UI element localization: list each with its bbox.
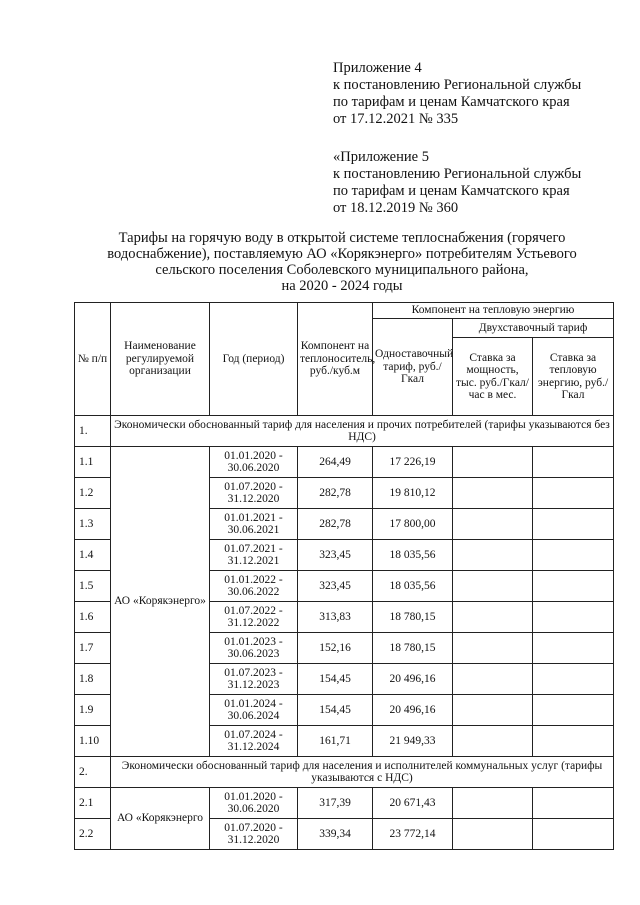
row-carrier-value: 161,71	[298, 726, 373, 757]
row-energy-rate	[533, 819, 614, 850]
row-period: 01.07.2022 - 31.12.2022	[210, 602, 298, 633]
row-period: 01.01.2020 - 30.06.2020	[210, 447, 298, 478]
row-number: 1.10	[75, 726, 111, 757]
row-period: 01.07.2021 - 31.12.2021	[210, 540, 298, 571]
title-line: водоснабжение), поставляемую АО «Корякэнерго» потребителям Устьевого	[107, 246, 577, 262]
organization-name: АО «Корякэнерго»	[111, 447, 210, 757]
header-carrier-component: Компонент на теплоноситель, руб./куб.м	[298, 303, 373, 416]
row-number: 1.5	[75, 571, 111, 602]
row-carrier-value: 264,49	[298, 447, 373, 478]
row-single-rate: 18 035,56	[373, 571, 453, 602]
row-capacity-rate	[453, 819, 533, 850]
row-single-rate: 18 035,56	[373, 540, 453, 571]
title-line: сельского поселения Соболевского муниципального района,	[155, 262, 529, 278]
row-number: 1.1	[75, 447, 111, 478]
row-energy-rate	[533, 571, 614, 602]
header-number: № п/п	[75, 303, 111, 416]
row-single-rate: 23 772,14	[373, 819, 453, 850]
header-single-rate: Одноставочный тариф, руб./Гкал	[373, 319, 453, 416]
appendix-line: по тарифам и ценам Камчатского края	[333, 183, 570, 199]
appendix-line: к постановлению Региональной службы	[333, 77, 582, 93]
row-number: 2.2	[75, 819, 111, 850]
row-capacity-rate	[453, 509, 533, 540]
table-row	[75, 788, 614, 819]
row-single-rate: 21 949,33	[373, 726, 453, 757]
appendix-reference-old	[333, 149, 581, 217]
row-single-rate: 20 496,16	[373, 664, 453, 695]
row-period: 01.01.2023 - 30.06.2023	[210, 633, 298, 664]
row-capacity-rate	[453, 788, 533, 819]
row-number: 1.2	[75, 478, 111, 509]
section-title: Экономически обоснованный тариф для населения и исполнителей коммунальных услуг (тарифы указываются с НДС)	[111, 757, 614, 788]
row-capacity-rate	[453, 571, 533, 602]
header-two-part-tariff: Двухставочный тариф	[453, 319, 614, 338]
row-capacity-rate	[453, 664, 533, 695]
row-energy-rate	[533, 447, 614, 478]
row-single-rate: 17 226,19	[373, 447, 453, 478]
row-carrier-value: 323,45	[298, 571, 373, 602]
row-carrier-value: 313,83	[298, 602, 373, 633]
row-energy-rate	[533, 788, 614, 819]
organization-name: АО «Корякэнерго	[111, 788, 210, 850]
row-carrier-value: 282,78	[298, 478, 373, 509]
row-carrier-value: 282,78	[298, 509, 373, 540]
row-number: 1.8	[75, 664, 111, 695]
row-carrier-value: 152,16	[298, 633, 373, 664]
row-capacity-rate	[453, 602, 533, 633]
row-single-rate: 18 780,15	[373, 633, 453, 664]
row-energy-rate	[533, 633, 614, 664]
section-number: 1.	[75, 416, 111, 447]
row-energy-rate	[533, 695, 614, 726]
row-number: 2.1	[75, 788, 111, 819]
header-period: Год (период)	[210, 303, 298, 416]
appendix-reference-new	[333, 60, 581, 128]
section-title: Экономически обоснованный тариф для населения и прочих потребителей (тарифы указываются без НДС)	[111, 416, 614, 447]
row-period: 01.01.2020 - 30.06.2020	[210, 788, 298, 819]
appendix-line: «Приложение 5	[333, 149, 429, 165]
row-capacity-rate	[453, 695, 533, 726]
row-capacity-rate	[453, 633, 533, 664]
appendix-line: по тарифам и ценам Камчатского края	[333, 94, 570, 110]
row-energy-rate	[533, 602, 614, 633]
row-carrier-value: 339,34	[298, 819, 373, 850]
header-capacity-rate: Ставка за мощность, тыс. руб./Гкал/час в мес.	[453, 338, 533, 416]
row-capacity-rate	[453, 478, 533, 509]
header-energy-rate: Ставка за тепловую энергию, руб./Гкал	[533, 338, 614, 416]
title-line: Тарифы на горячую воду в открытой системе теплоснабжения (горячего	[118, 230, 566, 246]
section-row	[75, 416, 614, 447]
row-single-rate: 18 780,15	[373, 602, 453, 633]
row-energy-rate	[533, 664, 614, 695]
row-single-rate: 19 810,12	[373, 478, 453, 509]
row-single-rate: 20 671,43	[373, 788, 453, 819]
row-energy-rate	[533, 726, 614, 757]
document-title	[82, 230, 602, 294]
appendix-line: к постановлению Региональной службы	[333, 166, 582, 182]
row-capacity-rate	[453, 726, 533, 757]
row-energy-rate	[533, 540, 614, 571]
section-number: 2.	[75, 757, 111, 788]
appendix-line: Приложение 4	[333, 60, 422, 76]
row-number: 1.9	[75, 695, 111, 726]
row-period: 01.07.2023 - 31.12.2023	[210, 664, 298, 695]
row-number: 1.7	[75, 633, 111, 664]
row-number: 1.4	[75, 540, 111, 571]
row-carrier-value: 154,45	[298, 664, 373, 695]
row-carrier-value: 317,39	[298, 788, 373, 819]
title-line: на 2020 - 2024 годы	[281, 278, 403, 294]
row-capacity-rate	[453, 540, 533, 571]
row-number: 1.6	[75, 602, 111, 633]
row-capacity-rate	[453, 447, 533, 478]
row-carrier-value: 154,45	[298, 695, 373, 726]
row-single-rate: 17 800,00	[373, 509, 453, 540]
row-number: 1.3	[75, 509, 111, 540]
row-carrier-value: 323,45	[298, 540, 373, 571]
tariff-table	[74, 302, 614, 850]
header-organization: Наименование регулируемой организации	[111, 303, 210, 416]
row-period: 01.07.2020 - 31.12.2020	[210, 819, 298, 850]
row-period: 01.01.2021 - 30.06.2021	[210, 509, 298, 540]
row-period: 01.01.2022 - 30.06.2022	[210, 571, 298, 602]
row-period: 01.07.2024 - 31.12.2024	[210, 726, 298, 757]
section-row	[75, 757, 614, 788]
row-period: 01.01.2024 - 30.06.2024	[210, 695, 298, 726]
row-period: 01.07.2020 - 31.12.2020	[210, 478, 298, 509]
header-thermal-component: Компонент на тепловую энергию	[373, 303, 614, 319]
appendix-line: от 17.12.2021 № 335	[333, 111, 459, 127]
row-single-rate: 20 496,16	[373, 695, 453, 726]
appendix-line: от 18.12.2019 № 360	[333, 200, 459, 216]
table-row	[75, 447, 614, 478]
row-energy-rate	[533, 478, 614, 509]
row-energy-rate	[533, 509, 614, 540]
